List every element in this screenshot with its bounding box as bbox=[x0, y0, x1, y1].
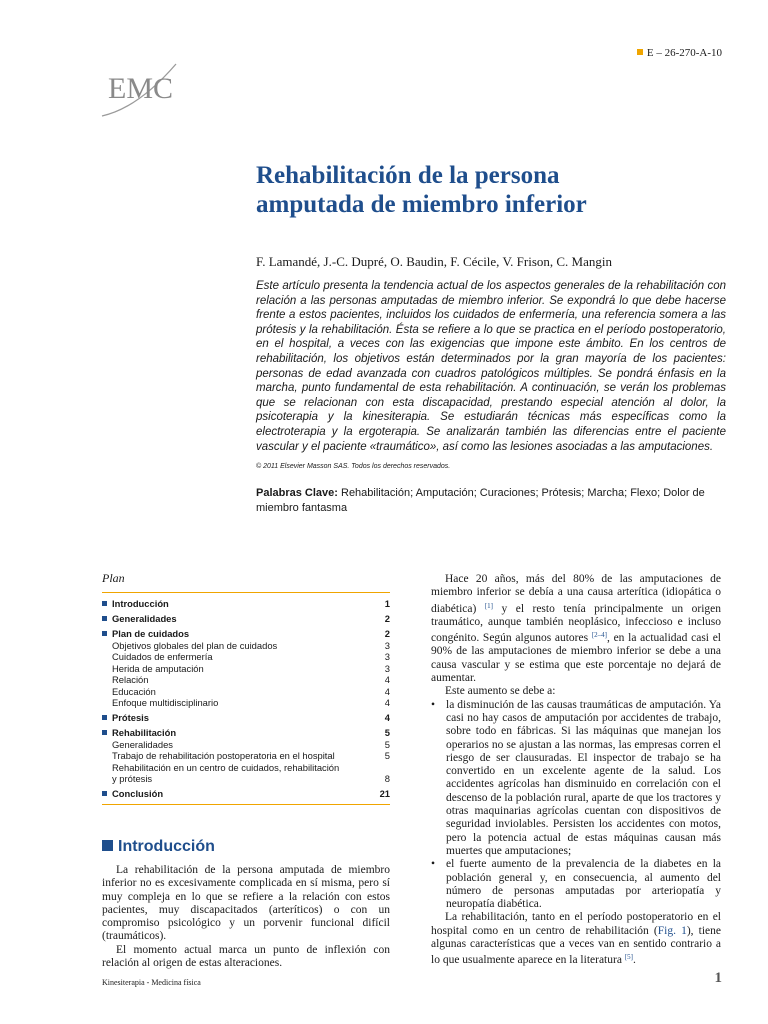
plan-item-page: 3 bbox=[384, 651, 390, 662]
emc-logo bbox=[98, 58, 178, 120]
figure-link[interactable]: Fig. 1 bbox=[657, 924, 687, 937]
plan-item-text: Generalidades bbox=[112, 738, 173, 750]
section-square-icon bbox=[102, 840, 113, 851]
footer-journal: Kinesiterapia - Medicina física bbox=[102, 978, 201, 987]
plan-item-text: Generalidades bbox=[112, 613, 177, 624]
plan-item[interactable] bbox=[102, 750, 390, 762]
article-title bbox=[256, 161, 726, 219]
abstract: Este artículo presenta la tendencia actual de los aspectos generales de la rehabilitación con relación a las personas amputadas de miembro inferior. Se expondrá lo que debe hacerse frente a estos pacientes, incluidos los cuidados de enfermería, una referencia somera a las prótesis y la rehabilitación. Ésta se refiere a lo que se practica en el período postoperatorio, en el hospital, a veces con las exigencias que impone este ámbito. En los centros de rehabilitación, los objetivos están determinados por la gran mayoría de los pacientes: personas de edad avanzada con cuadros patológicos múltiples. Se pondrá énfasis en la marcha, punto fundamental de esta rehabilitación. A continuación, se verán los problemas que se relacionan con esta discapacidad, prestando especial atención al dolor, la psicoterapia y la kinesiterapia. Se estudiarán técnicas más específicas como la electroterapia y la ergoterapia. Se analizarán también las diferencias entre el paciente vascular y el paciente «traumático», así como las lesiones asociadas a las amputaciones. bbox=[256, 280, 726, 453]
intro-paragraph-1: La rehabilitación de la persona amputada de miembro inferior no es excesivamente complicada en sí misma, pero sí muy compleja en lo que se refiere a la relación con estos pacientes, muy discapacitados (arteríticos) o con un compromiso psicológico y un porvenir funcional difícil (traumáticos). bbox=[102, 864, 390, 943]
plan-item-text: Herida de amputación bbox=[112, 662, 204, 674]
document-code bbox=[637, 47, 722, 59]
plan-item-text: Prótesis bbox=[112, 712, 149, 723]
bullet-square-icon bbox=[102, 616, 107, 621]
plan-item-label bbox=[112, 739, 173, 751]
document-code-text: E – 26-270-A-10 bbox=[646, 47, 722, 59]
bullet-square-icon bbox=[102, 601, 107, 606]
bullet-square-icon bbox=[102, 631, 107, 636]
plan-item-page: 4 bbox=[384, 674, 390, 685]
plan-item[interactable] bbox=[102, 598, 390, 610]
plan-item[interactable] bbox=[102, 651, 390, 663]
title-line-2: amputada de miembro inferior bbox=[256, 191, 587, 218]
plan-item-page: 5 bbox=[384, 738, 390, 750]
bullet-square-icon bbox=[102, 730, 107, 735]
plan-item-page: 2 bbox=[384, 628, 390, 639]
plan-item[interactable] bbox=[102, 613, 390, 625]
plan-item[interactable] bbox=[102, 773, 390, 785]
title-line-1: Rehabilitación de la persona bbox=[256, 162, 560, 189]
plan-box bbox=[102, 571, 390, 805]
plan-item[interactable] bbox=[102, 788, 390, 800]
plan-item-text: Rehabilitación bbox=[112, 727, 177, 738]
plan-item-label bbox=[112, 750, 335, 762]
plan-item-page: 4 bbox=[384, 685, 390, 697]
plan-item-label bbox=[112, 651, 213, 663]
plan-item[interactable] bbox=[102, 739, 390, 751]
plan-item-page: 3 bbox=[384, 662, 390, 674]
reference-link-3[interactable]: [5] bbox=[624, 953, 633, 962]
plan-item-label bbox=[112, 663, 204, 675]
cause-list bbox=[431, 699, 721, 912]
right-column bbox=[431, 573, 721, 968]
plan-item-text: Relación bbox=[112, 674, 149, 685]
bullet-square-icon bbox=[102, 791, 107, 796]
plan-item-label bbox=[112, 640, 277, 652]
plan-title: Plan bbox=[102, 571, 125, 585]
plan-item[interactable] bbox=[102, 663, 390, 675]
keywords-list: Rehabilitación; Amputación; Curaciones; Prótesis; Marcha; Flexo; Dolor de miembro fantasma bbox=[256, 487, 705, 514]
plan-item-page: 5 bbox=[384, 750, 390, 761]
plan-item-page: 21 bbox=[379, 788, 390, 799]
bullet-square-icon bbox=[102, 715, 107, 720]
plan-list bbox=[102, 598, 390, 800]
introduction-body bbox=[102, 864, 390, 970]
plan-item-text: y prótesis bbox=[112, 773, 153, 784]
plan-item[interactable] bbox=[102, 762, 390, 774]
plan-item-page: 3 bbox=[384, 639, 390, 651]
plan-item[interactable] bbox=[102, 640, 390, 652]
plan-item[interactable] bbox=[102, 686, 390, 698]
plan-item-text: Trabajo de rehabilitación postoperatoria en el hospital bbox=[112, 750, 335, 761]
plan-item[interactable] bbox=[102, 628, 390, 640]
reference-link-1[interactable]: [1] bbox=[484, 601, 493, 610]
plan-item-label bbox=[102, 727, 176, 739]
plan-item-text: Educación bbox=[112, 685, 156, 697]
cause-list-item-1: • la disminución de las causas traumáticas de amputación. Ya casi no hay casos de amputación por accidentes de trabajo, sobre todo en fábricas. Si las máquinas que manejan los operarios no se ajustan a las normas, las empresas corren el riesgo de ser clausuradas. El inspector de trabajo se ha convertido en un excelente agente de la salud. Los accidentes agrícolas han disminuido en correlación con el descenso de la población rural, aparte de que los tractores y otras maquinarias agrícolas cuentan con dispositivos de seguridad inviolables. Persisten los accidentes con motos, pero la potencia actual de estas máquinas causan más muertes que amputaciones; bbox=[431, 699, 721, 859]
emc-logo-graphic bbox=[98, 58, 178, 120]
plan-item-page: 8 bbox=[384, 773, 390, 784]
p1-text-b: y el resto tenía principalmente un origen traumático, aunque también neoplásico, infeccioso e incluso congénito. Según algunos autores bbox=[431, 602, 721, 645]
p1-text-a: Hace 20 años, más del 80% de las amputaciones de miembro inferior se debía a una causa arterítica (idiopática o diabética) bbox=[431, 573, 721, 615]
plan-item[interactable] bbox=[102, 727, 390, 739]
plan-item-text: Rehabilitación en un centro de cuidados, rehabilitación bbox=[112, 761, 340, 773]
keywords bbox=[256, 486, 726, 516]
plan-item-label bbox=[102, 712, 149, 724]
p3-text-a: La rehabilitación, tanto en el período postoperatorio en el hospital como en un centro de rehabilitación ( bbox=[431, 911, 721, 937]
right-paragraph-1 bbox=[431, 573, 721, 685]
right-paragraph-3 bbox=[431, 911, 721, 967]
plan-item-label bbox=[102, 788, 163, 800]
plan-item-text: Cuidados de enfermería bbox=[112, 651, 213, 662]
keywords-label: Palabras Clave: bbox=[256, 487, 338, 499]
plan-item-label bbox=[112, 773, 152, 785]
orange-square-icon bbox=[637, 49, 643, 55]
authors: F. Lamandé, J.-C. Dupré, O. Baudin, F. Cécile, V. Frison, C. Mangin bbox=[256, 254, 613, 269]
plan-item[interactable] bbox=[102, 712, 390, 724]
plan-item-text: Introducción bbox=[112, 598, 169, 609]
introduction-heading-text: Introducción bbox=[118, 838, 215, 855]
plan-item-label bbox=[112, 762, 339, 774]
plan-item-label bbox=[102, 628, 189, 640]
reference-link-2[interactable]: [2–4] bbox=[591, 631, 607, 640]
plan-item-label bbox=[112, 686, 156, 698]
page-number: 1 bbox=[714, 970, 722, 986]
intro-paragraph-2: El momento actual marca un punto de inflexión con relación al origen de estas alteraciones. bbox=[102, 943, 390, 970]
plan-item-page: 4 bbox=[384, 712, 390, 723]
p3-text-c: . bbox=[632, 954, 636, 967]
plan-item-text: Objetivos globales del plan de cuidados bbox=[112, 639, 278, 651]
plan-item-page: 4 bbox=[384, 697, 390, 708]
plan-item[interactable] bbox=[102, 697, 390, 709]
right-paragraph-2: Este aumento se debe a: bbox=[445, 685, 556, 698]
plan-item-page: 2 bbox=[384, 613, 390, 624]
plan-bottom-rule bbox=[102, 804, 390, 805]
plan-item-text: Plan de cuidados bbox=[112, 628, 190, 639]
p3-text-b: ), tiene algunas características que a veces van en sentido contrario a lo que usualmente aparece en la literatura bbox=[431, 924, 721, 967]
plan-item-label bbox=[102, 613, 177, 625]
plan-item-text: Conclusión bbox=[112, 788, 164, 799]
plan-item-label bbox=[112, 674, 148, 686]
plan-item-label bbox=[112, 697, 218, 709]
p1-text-c: , en la actualidad casi el 90% de las amputaciones de miembro inferior se debe a una causa vascular y se estima que este porcentaje no dejará de aumentar. bbox=[431, 632, 721, 685]
copyright: © 2011 Elsevier Masson SAS. Todos los derechos reservados. bbox=[256, 463, 451, 470]
plan-item-page: 1 bbox=[384, 598, 390, 609]
cause-list-item-2: • el fuerte aumento de la prevalencia de la diabetes en la población general y, en consecuencia, al aumento del número de personas amputadas por arteriopatía y neuropatía diabética. bbox=[431, 858, 721, 911]
plan-item-page: 5 bbox=[384, 727, 390, 738]
plan-top-rule bbox=[102, 592, 390, 593]
plan-item[interactable] bbox=[102, 674, 390, 686]
emc-logo-text: EMC bbox=[108, 72, 174, 105]
plan-item-text: Enfoque multidisciplinario bbox=[112, 697, 219, 708]
introduction-heading bbox=[102, 838, 215, 856]
plan-item-label bbox=[102, 598, 169, 610]
